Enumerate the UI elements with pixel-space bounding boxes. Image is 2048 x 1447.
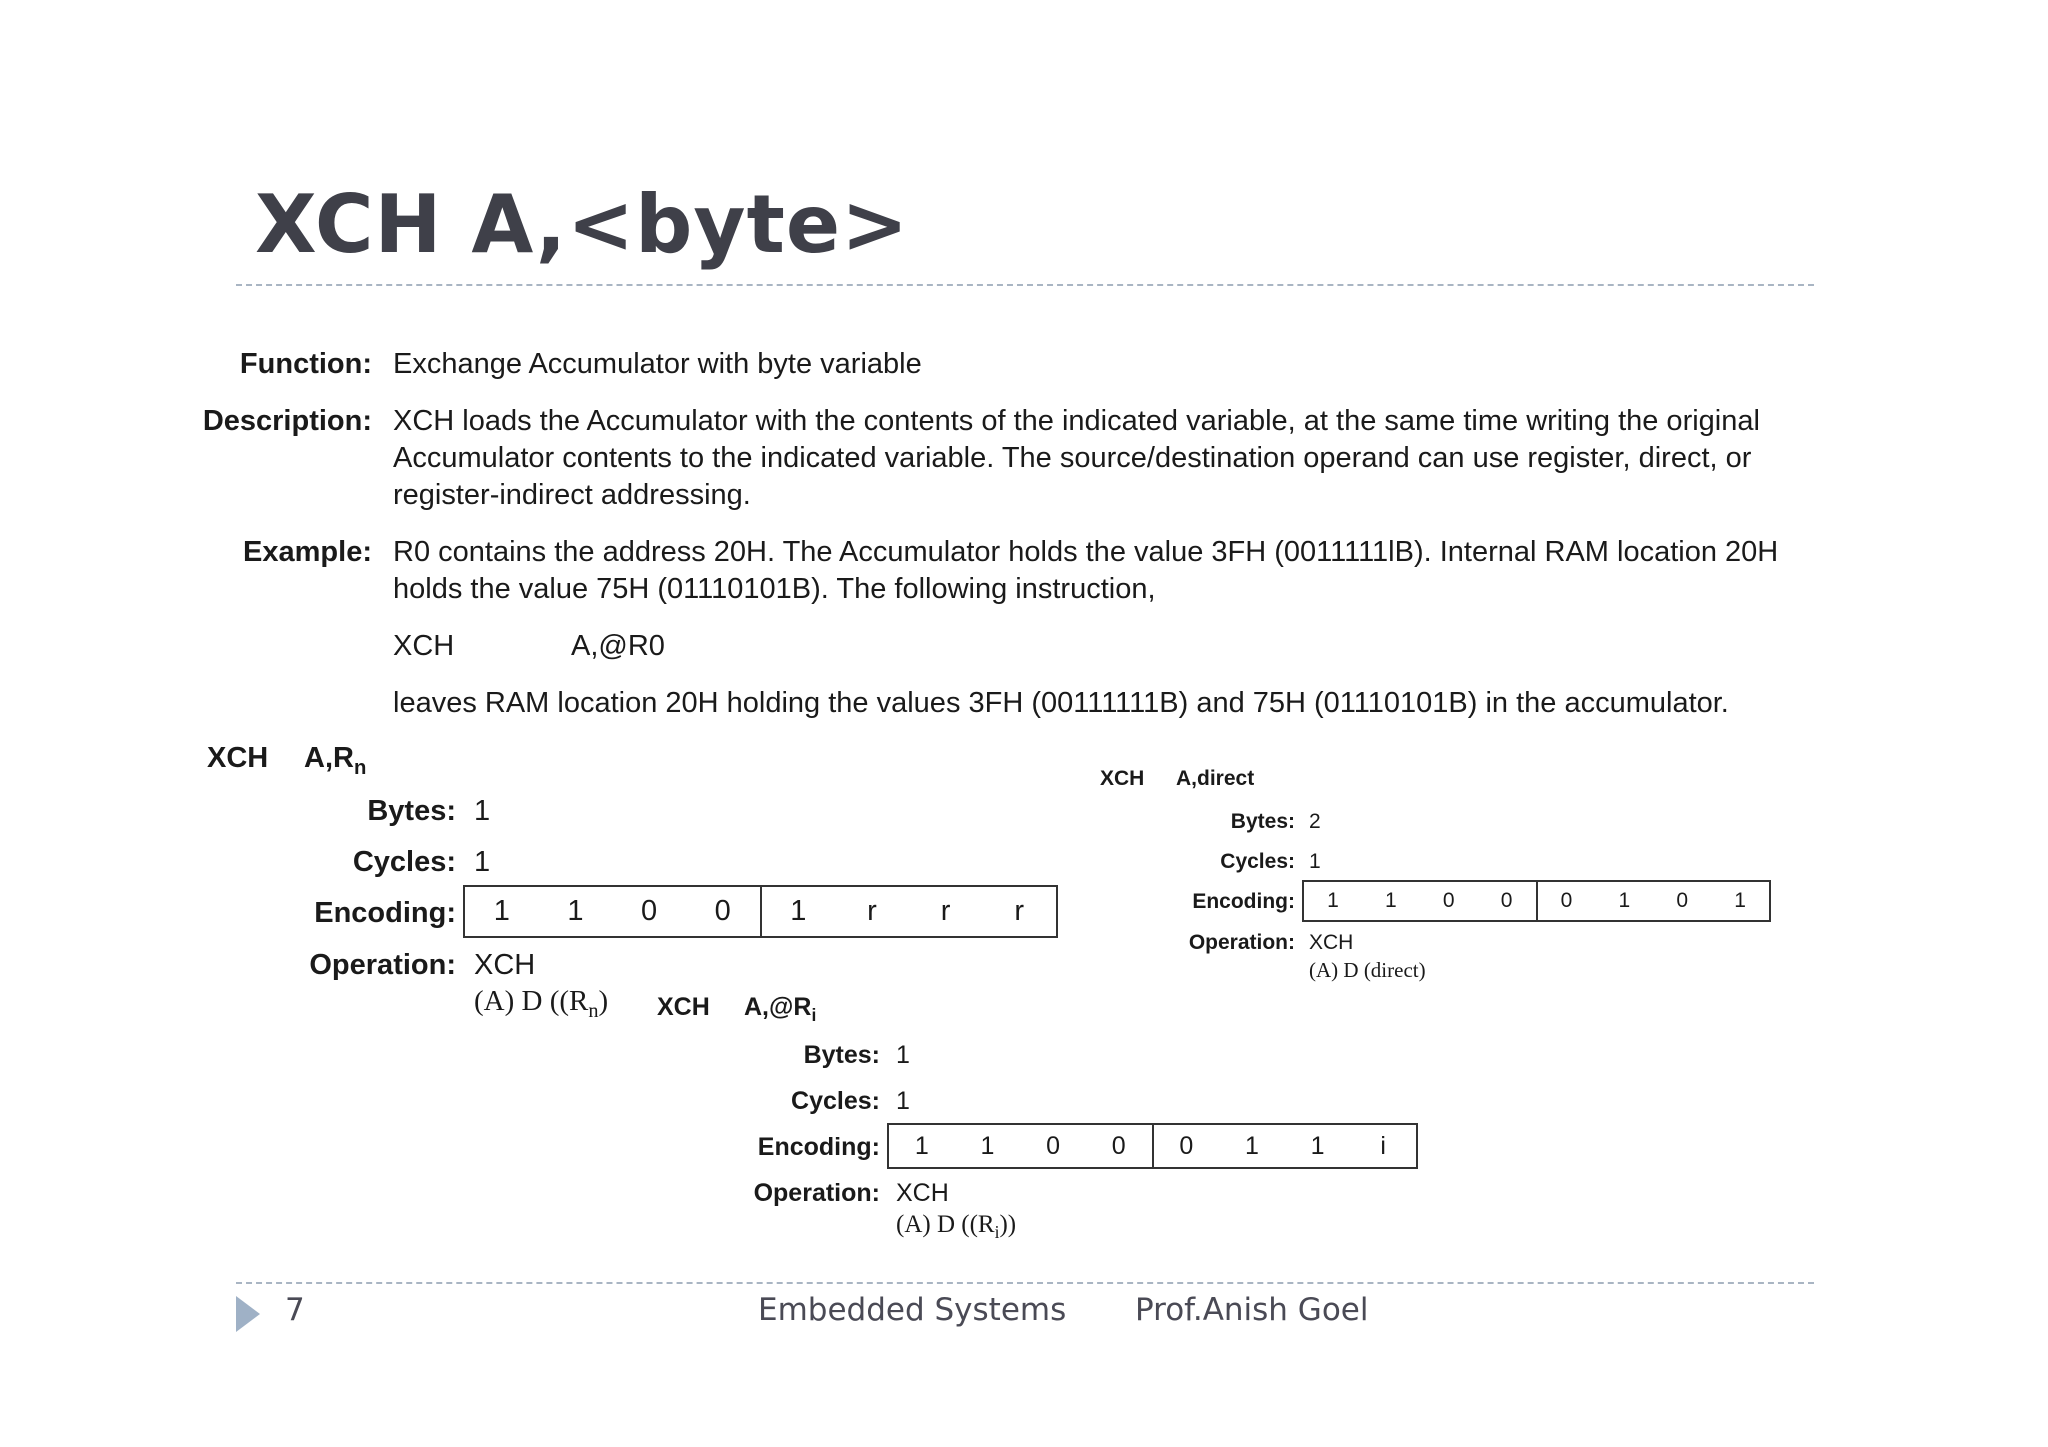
rn-encoding-label: Encoding: <box>314 897 456 929</box>
title-divider <box>236 284 1814 286</box>
function-label: Function: <box>239 348 372 380</box>
direct-bit-3: 0 <box>1560 889 1573 912</box>
rn-bit-4: 0 <box>714 895 731 927</box>
rn-operand: $A,R_n$ <box>304 742 367 779</box>
rn-bit-5: 0 <box>640 895 658 927</box>
ri-encoding-box <box>887 1123 1418 1169</box>
description-line-2: Accumulator contents to the indicated variable. The source/destination operand can use register, direct, or <box>393 442 1752 474</box>
example-operand: A,@R0 <box>571 630 665 662</box>
ri-bit-2: 1 <box>1244 1131 1259 1160</box>
example-line-1: R0 contains the address 20H. The Accumulator holds the value 3FH (0011111lB). Internal RAM location 20H <box>393 536 1779 568</box>
page-number: 7 <box>285 1292 305 1328</box>
direct-cycles-label: Cycles: <box>1220 850 1295 873</box>
ri-operation-label: Operation: <box>753 1179 880 1207</box>
direct-bytes-label: Bytes: <box>1230 810 1295 833</box>
direct-bytes-value: 2 <box>1309 810 1321 833</box>
ri-bit-0: i <box>1380 1131 1386 1160</box>
example-result: leaves RAM location 20H holding the values 3FH (00111111B) and 75H (01110101B) in the accumulator. <box>393 687 1729 719</box>
rn-bit-3: 1 <box>790 895 807 927</box>
direct-bit-0: 1 <box>1734 889 1746 912</box>
rn-bit-2: r <box>867 895 877 927</box>
rn-bytes-label: Bytes: <box>367 795 456 827</box>
direct-bit-4: 0 <box>1500 889 1513 912</box>
direct-cycles-value: 1 <box>1309 850 1321 873</box>
description-line-1: XCH loads the Accumulator with the contents of the indicated variable, at the same time writing the original <box>393 405 1760 437</box>
example-mnemonic: XCH <box>393 630 455 662</box>
direct-operand: A,direct <box>1176 767 1255 790</box>
direct-mnemonic: XCH <box>1100 767 1145 790</box>
ri-bit-3: 0 <box>1179 1131 1194 1160</box>
bullet-triangle-icon <box>236 1296 260 1332</box>
direct-bit-6: 1 <box>1384 889 1397 912</box>
ri-cycles-value: 1 <box>896 1087 910 1115</box>
example-label: Example: <box>243 536 372 568</box>
footer-course: Embedded Systems <box>758 1292 1067 1328</box>
ri-bit-1: 1 <box>1310 1131 1325 1160</box>
footer-author: Prof.Anish Goel <box>1135 1292 1369 1328</box>
ri-bytes-value: 1 <box>896 1041 910 1069</box>
rn-bit-0: r <box>1014 895 1025 927</box>
direct-encoding-box <box>1302 880 1771 922</box>
ri-bit-4: 0 <box>1111 1131 1126 1160</box>
rn-mnemonic: XCH <box>207 742 269 774</box>
ri-operation-line-2: (A) D $((R_i))$ <box>896 1211 1017 1242</box>
example-line-2: holds the value 75H (01110101B). The following instruction, <box>393 573 1156 605</box>
direct-operation-line-1: XCH <box>1309 931 1354 954</box>
direct-bit-5: 0 <box>1442 889 1455 912</box>
direct-bit-1: 0 <box>1676 889 1689 912</box>
direct-bit-7: 1 <box>1327 889 1339 912</box>
rn-operation-label: Operation: <box>309 949 456 981</box>
rn-bytes-value: 1 <box>474 795 491 827</box>
ri-cycles-label: Cycles: <box>791 1087 880 1115</box>
ri-bytes-label: Bytes: <box>803 1041 880 1069</box>
slide-title: XCH A,<byte> <box>255 178 910 271</box>
ri-bit-5: 0 <box>1046 1131 1061 1160</box>
rn-cycles-value: 1 <box>474 846 491 878</box>
rn-bit-7: 1 <box>493 895 510 927</box>
direct-bit-2: 1 <box>1618 889 1631 912</box>
description-line-3: register-indirect addressing. <box>393 479 751 511</box>
ri-mnemonic: XCH <box>657 993 710 1021</box>
rn-operation-line-1: XCH <box>474 949 536 981</box>
ri-bit-7: 1 <box>914 1131 929 1160</box>
ri-encoding-label: Encoding: <box>757 1133 880 1161</box>
description-label: Description: <box>202 405 372 437</box>
rn-bit-1: r <box>940 895 951 927</box>
rn-operation-line-2: (A) D ($(R_n)$ <box>474 985 609 1022</box>
function-text: Exchange Accumulator with byte variable <box>393 348 922 380</box>
rn-bit-6: 1 <box>567 895 584 927</box>
ri-operation-line-1: XCH <box>896 1179 949 1207</box>
direct-encoding-label: Encoding: <box>1192 890 1295 913</box>
direct-operation-label: Operation: <box>1188 931 1295 954</box>
direct-operation-line-2: (A) D (direct) <box>1309 958 1426 982</box>
rn-encoding-box <box>463 885 1058 938</box>
footer-divider <box>236 1282 1814 1284</box>
ri-operand: $A,@R_i$ <box>744 993 817 1025</box>
ri-bit-6: 1 <box>980 1131 995 1160</box>
rn-cycles-label: Cycles: <box>352 846 456 878</box>
